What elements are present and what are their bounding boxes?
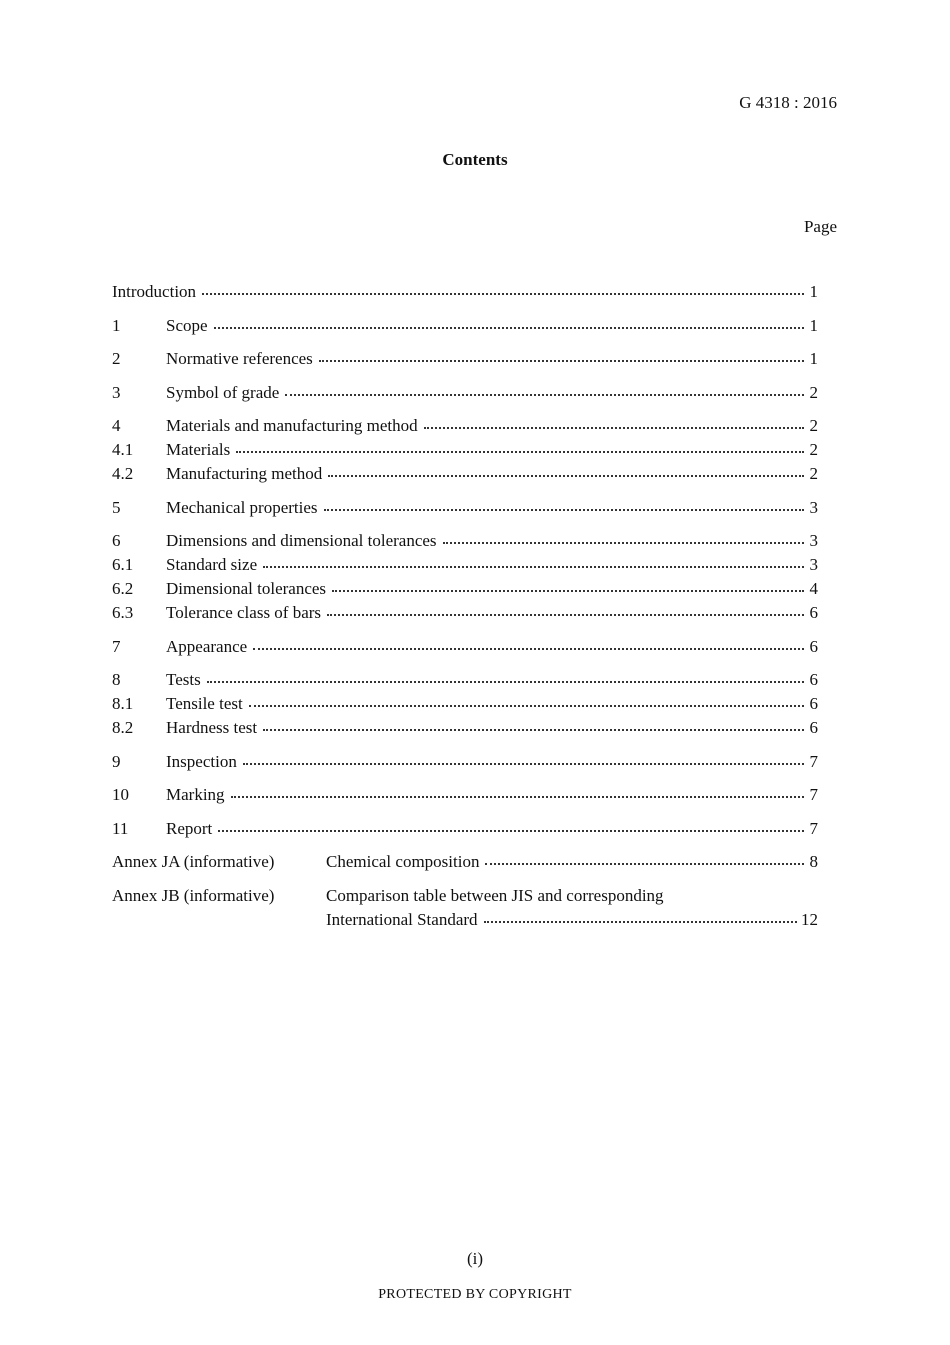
toc-entry-tensile-test[interactable] xyxy=(112,692,818,716)
leader-dots xyxy=(424,427,804,429)
toc-entry-dimensions[interactable] xyxy=(112,529,818,553)
toc-entry-page: 1 xyxy=(809,282,818,301)
toc-entry-annex-jb[interactable] xyxy=(112,884,818,908)
toc-entry-materials[interactable] xyxy=(112,438,818,462)
leader-dots xyxy=(484,921,797,923)
toc-entry-page: 6 xyxy=(809,718,818,737)
toc-entry-appearance[interactable] xyxy=(112,635,818,659)
toc-annex-label: Annex JA (informative) xyxy=(112,852,275,871)
toc-entry-number: 4.1 xyxy=(112,440,134,459)
toc-entry-label: Appearance xyxy=(166,636,248,656)
toc-entry-normative-references[interactable] xyxy=(112,347,818,371)
toc-entry-label: Tolerance class of bars xyxy=(166,603,322,622)
toc-entry-number: 4.2 xyxy=(112,464,134,483)
toc-entry-page: 6 xyxy=(809,670,818,689)
toc-entry-page: 1 xyxy=(809,315,818,335)
toc-entry-label: Tests xyxy=(166,670,201,689)
toc-entry-label: Introduction xyxy=(112,282,197,301)
toc-entry-page: 6 xyxy=(809,603,818,622)
toc-entry-page: 8 xyxy=(809,852,818,871)
toc-entry-label: Materials and manufacturing method xyxy=(166,416,418,435)
toc-entry-symbol-of-grade[interactable] xyxy=(112,381,818,405)
toc-entry-number: 6.2 xyxy=(112,579,134,598)
leader-dots xyxy=(202,293,804,295)
toc-entry-number: 2 xyxy=(112,349,121,368)
toc-entry-page: 2 xyxy=(809,440,818,459)
toc-entry-scope[interactable] xyxy=(112,314,818,338)
toc-entry-tolerance-class[interactable] xyxy=(112,601,818,625)
toc-entry-label: Inspection xyxy=(166,751,237,771)
leader-dots xyxy=(285,394,804,396)
toc-entry-number: 11 xyxy=(112,818,129,838)
toc-entry-label: International Standard xyxy=(326,909,478,929)
toc-entry-label: Chemical composition xyxy=(326,852,480,871)
toc-entry-standard-size[interactable] xyxy=(112,553,818,577)
toc-entry-page: 3 xyxy=(809,555,818,574)
leader-dots xyxy=(327,614,804,616)
toc-entry-annex-ja[interactable] xyxy=(112,850,818,874)
toc-entry-number: 9 xyxy=(112,751,121,771)
page-title: Contents xyxy=(442,150,508,169)
toc-entry-label: Manufacturing method xyxy=(166,464,323,483)
leader-dots xyxy=(263,729,804,731)
toc-entry-label: Report xyxy=(166,818,213,838)
toc-entry-number: 8.2 xyxy=(112,718,134,737)
toc-entry-number: 1 xyxy=(112,315,121,335)
leader-dots xyxy=(319,360,804,362)
toc-entry-number: 5 xyxy=(112,497,121,517)
toc-entry-number: 7 xyxy=(112,636,121,656)
toc-entry-label: Comparison table between JIS and corresponding xyxy=(326,885,664,905)
leader-dots xyxy=(253,648,804,650)
toc-entry-page: 1 xyxy=(809,349,818,368)
toc-entry-page: 7 xyxy=(809,818,818,838)
page-number: (i) xyxy=(466,1249,484,1268)
leader-dots xyxy=(324,509,804,511)
toc-entry-tests[interactable] xyxy=(112,668,818,692)
page-column-label: Page xyxy=(803,217,837,236)
toc-entry-page: 2 xyxy=(809,416,818,435)
table-of-contents xyxy=(112,280,818,932)
toc-entry-number: 6.1 xyxy=(112,555,134,574)
toc-entry-page: 7 xyxy=(809,751,818,771)
toc-entry-report[interactable] xyxy=(112,817,818,841)
toc-entry-page: 6 xyxy=(809,694,818,713)
toc-entry-number: 6.3 xyxy=(112,603,134,622)
toc-entry-number: 10 xyxy=(112,785,129,804)
leader-dots xyxy=(231,796,804,798)
toc-entry-label: Scope xyxy=(166,315,208,335)
toc-entry-introduction[interactable] xyxy=(112,280,818,304)
toc-entry-dimensional-tolerances[interactable] xyxy=(112,577,818,601)
toc-entry-manufacturing-method[interactable] xyxy=(112,462,818,486)
toc-entry-page: 2 xyxy=(809,464,818,483)
toc-entry-number: 8.1 xyxy=(112,694,134,713)
toc-entry-label: Standard size xyxy=(166,555,258,574)
toc-entry-number: 8 xyxy=(112,670,121,689)
toc-entry-inspection[interactable] xyxy=(112,750,818,774)
toc-entry-label: Marking xyxy=(166,785,225,804)
toc-entry-page: 12 xyxy=(801,909,818,929)
leader-dots xyxy=(485,863,804,865)
toc-entry-number: 6 xyxy=(112,531,121,550)
toc-entry-number: 4 xyxy=(112,416,121,435)
toc-entry-hardness-test[interactable] xyxy=(112,716,818,740)
toc-entry-label: Tensile test xyxy=(166,694,243,713)
toc-entry-annex-jb-continued[interactable] xyxy=(112,908,818,932)
toc-entry-page: 2 xyxy=(809,382,818,402)
toc-entry-mechanical-properties[interactable] xyxy=(112,496,818,520)
document-id: G 4318 : 2016 xyxy=(739,93,837,112)
leader-dots xyxy=(207,681,804,683)
toc-entry-marking[interactable] xyxy=(112,783,818,807)
leader-dots xyxy=(263,566,804,568)
leader-dots xyxy=(243,763,804,765)
leader-dots xyxy=(236,451,804,453)
toc-entry-label: Materials xyxy=(166,440,231,459)
toc-annex-label: Annex JB (informative) xyxy=(112,885,275,905)
toc-entry-number: 3 xyxy=(112,382,121,402)
leader-dots xyxy=(443,542,804,544)
leader-dots xyxy=(249,705,804,707)
toc-entry-label: Normative references xyxy=(166,349,313,368)
toc-entry-page: 3 xyxy=(809,531,818,550)
leader-dots xyxy=(328,475,804,477)
toc-entry-page: 6 xyxy=(809,636,818,656)
leader-dots xyxy=(218,830,804,832)
toc-entry-label: Dimensions and dimensional tolerances xyxy=(166,531,437,550)
toc-entry-page: 3 xyxy=(809,497,818,517)
toc-entry-label: Dimensional tolerances xyxy=(166,579,327,598)
leader-dots xyxy=(214,327,804,329)
copyright-notice: PROTECTED BY COPYRIGHT xyxy=(378,1287,572,1302)
toc-entry-page: 7 xyxy=(809,785,818,804)
toc-entry-label: Hardness test xyxy=(166,718,258,737)
toc-entry-label: Mechanical properties xyxy=(166,497,318,517)
leader-dots xyxy=(332,590,804,592)
toc-entry-page: 4 xyxy=(809,579,818,598)
toc-entry-materials-and-manufacturing[interactable] xyxy=(112,414,818,438)
toc-entry-label: Symbol of grade xyxy=(166,382,280,402)
